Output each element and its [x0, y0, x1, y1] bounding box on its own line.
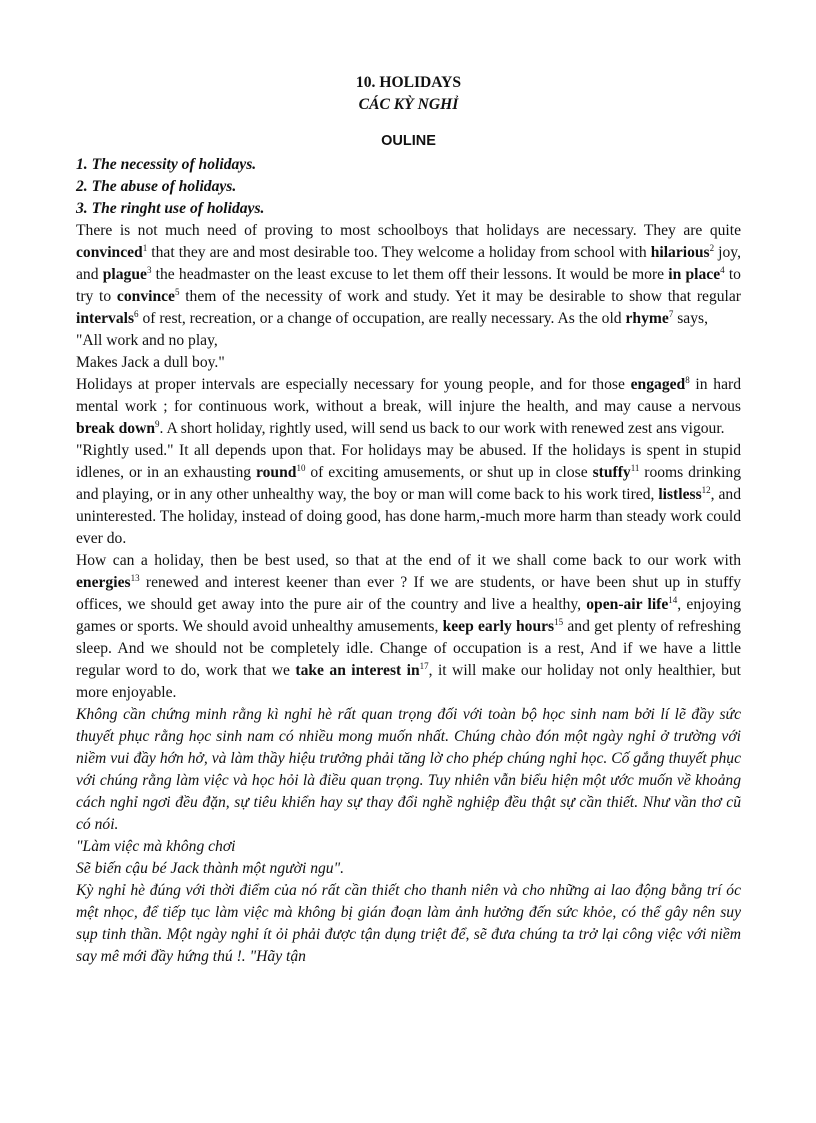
keyword: open-air life	[586, 596, 669, 613]
page-subtitle: CÁC KỲ NGHỈ	[358, 96, 459, 113]
footnote-ref: 7	[668, 308, 674, 319]
paragraph-3: "Rightly used." It all depends upon that. For holidays may be abused. If the holidays is spent in stupid idlenes, or in an exhausting round$^{10}$ of exciting amusements, or shut up in close stuffy$^{11}$ rooms drinking and playing, or in any other unhealthy way, the boy or man will come back to his work tired, listless$^{12}$, and uninterested. The holiday, instead of doing good, has done harm,-much more harm than steady work could ever do.	[76, 442, 741, 547]
outline-heading: OULINE	[381, 133, 436, 149]
page-title: 10. HOLIDAYS	[355, 74, 462, 91]
footnote-ref: 6	[134, 308, 139, 319]
outline-item: 3. The ringht use of holidays.	[76, 200, 265, 217]
footnote-ref: 13	[130, 572, 140, 583]
footnote-ref: 9	[155, 418, 160, 429]
keyword: listless	[658, 486, 702, 503]
footnote-ref: 4	[720, 264, 725, 275]
paragraph-4: How can a holiday, then be best used, so that at the end of it we shall come back to our work with energies$^{13}$ renewed and interest keener than ever ? If we are students, or have been shut up in stuffy offices, we should get away into the pure air of the country and live a healthy, open-air life$^{14}$, enjoying games or sports. We should avoid unhealthy amusements, keep early hours$^{15}$ and get plenty of refreshing sleep. And we should not be completely idle. Change of occupation is a rest, And if we have a little regular word to do, work that we take an interest $in^{17}$, it will make our holiday not only healthier, but more enjoyable.	[76, 552, 741, 701]
keyword: convinced	[76, 244, 143, 261]
keyword: convince	[116, 288, 175, 305]
keyword: engaged	[630, 376, 686, 393]
vietnamese-paragraph-2: Kỳ nghỉ hè đúng với thời điểm của nó rất cần thiết cho thanh niên và cho những ai lao động bằng trí óc mệt nhọc, để tiếp tục làm việc mà không bị gián đoạn làm ảnh hưởng đến sức khỏe, có thể gây nên suy sụp tinh thần. Một ngày nghỉ ít ỏi phải được tận dụng triệt để, sẽ đưa chúng ta trở lại công việc với niềm say mê mới đầy hứng thú !. "Hãy tận	[76, 882, 741, 965]
outline-list	[76, 154, 741, 220]
paragraph-2: Holidays at proper intervals are especially necessary for young people, and for those engaged$^8$ in hard mental work ; for continuous work, without a break, will injure the health, and may cause a nervous break down$^9$. A short holiday, rightly used, will send us back to our work with renewed zest ans vigour.	[76, 374, 741, 437]
outline-item: 2. The abuse of holidays.	[76, 178, 237, 195]
rhyme-line: "All work and no play,	[76, 332, 218, 349]
keyword: keep early hours	[442, 618, 555, 635]
vietnamese-rhyme-line: "Làm việc mà không chơi	[76, 838, 236, 855]
keyword: intervals	[76, 310, 135, 327]
keyword: in place	[668, 266, 721, 283]
footnote-ref: 12	[701, 484, 711, 495]
document-page	[76, 72, 741, 968]
keyword: plague	[102, 266, 147, 283]
footnote-ref: 3	[146, 264, 152, 275]
keyword: rhyme	[625, 310, 669, 327]
rhyme-line: Makes Jack a dull boy."	[76, 354, 225, 371]
keyword: round	[256, 464, 297, 481]
keyword: stuffy	[592, 464, 631, 481]
keyword: energies	[76, 574, 131, 591]
footnote-ref: 17	[419, 660, 429, 671]
footnote-ref: 10	[296, 462, 306, 473]
paragraph-1: There is not much need of proving to most schoolboys that holidays are necessary. They are quite convinced$^1$ that they are and most desirable too. They welcome a holiday from school with hilarious$^2$ joy, and plague$^3$ the headmaster on the least excuse to let them off their lessons. It would be more in place$^4$ to try to convince$^5$ them of the necessity of work and study. Yet it may be desirable to show that regular intervals$^6$ of rest, recreation, or a change of occupation, are really necessary. As the old rhyme$^7$ says,	[76, 222, 741, 327]
outline-item: 1. The necessity of holidays.	[76, 156, 257, 173]
footnote-ref: 1	[142, 242, 148, 253]
keyword: hilarious	[650, 244, 710, 261]
footnote-ref: 5	[174, 286, 180, 297]
footnote-ref: 8	[685, 374, 690, 385]
footnote-ref: 15	[554, 616, 564, 627]
footnote-ref: 2	[709, 242, 715, 253]
footnote-ref: 11	[630, 462, 640, 473]
keyword: break down	[76, 420, 156, 437]
footnote-ref: 14	[668, 594, 678, 605]
keyword: take an interest in	[295, 662, 420, 679]
vietnamese-paragraph-1: Không cần chứng minh rằng kì nghỉ hè rất quan trọng đối với toàn bộ học sinh nam bởi lí lẽ đầy sức thuyết phục rằng học sinh nam có nhiều mong muốn nhất. Chúng chào đón một ngày nghỉ ở trường với niềm vui đầy hớn hở, và làm thầy hiệu trưởng phải tăng lờ cho phép chúng nghỉ học. Cố gắng thuyết phục với chúng rằng làm việc và học hỏi là điều quan trọng. Tuy nhiên vẫn biểu hiện một ước muốn về khoảng cách nghỉ ngơi đều đặn, sự tiêu khiển hay sự thay đổi nghề nghiệp đều thật sự cần thiết. Như vần thơ cũ có nói.	[76, 706, 741, 833]
vietnamese-rhyme-line: Sẽ biến cậu bé Jack thành một người ngu".	[76, 860, 345, 877]
